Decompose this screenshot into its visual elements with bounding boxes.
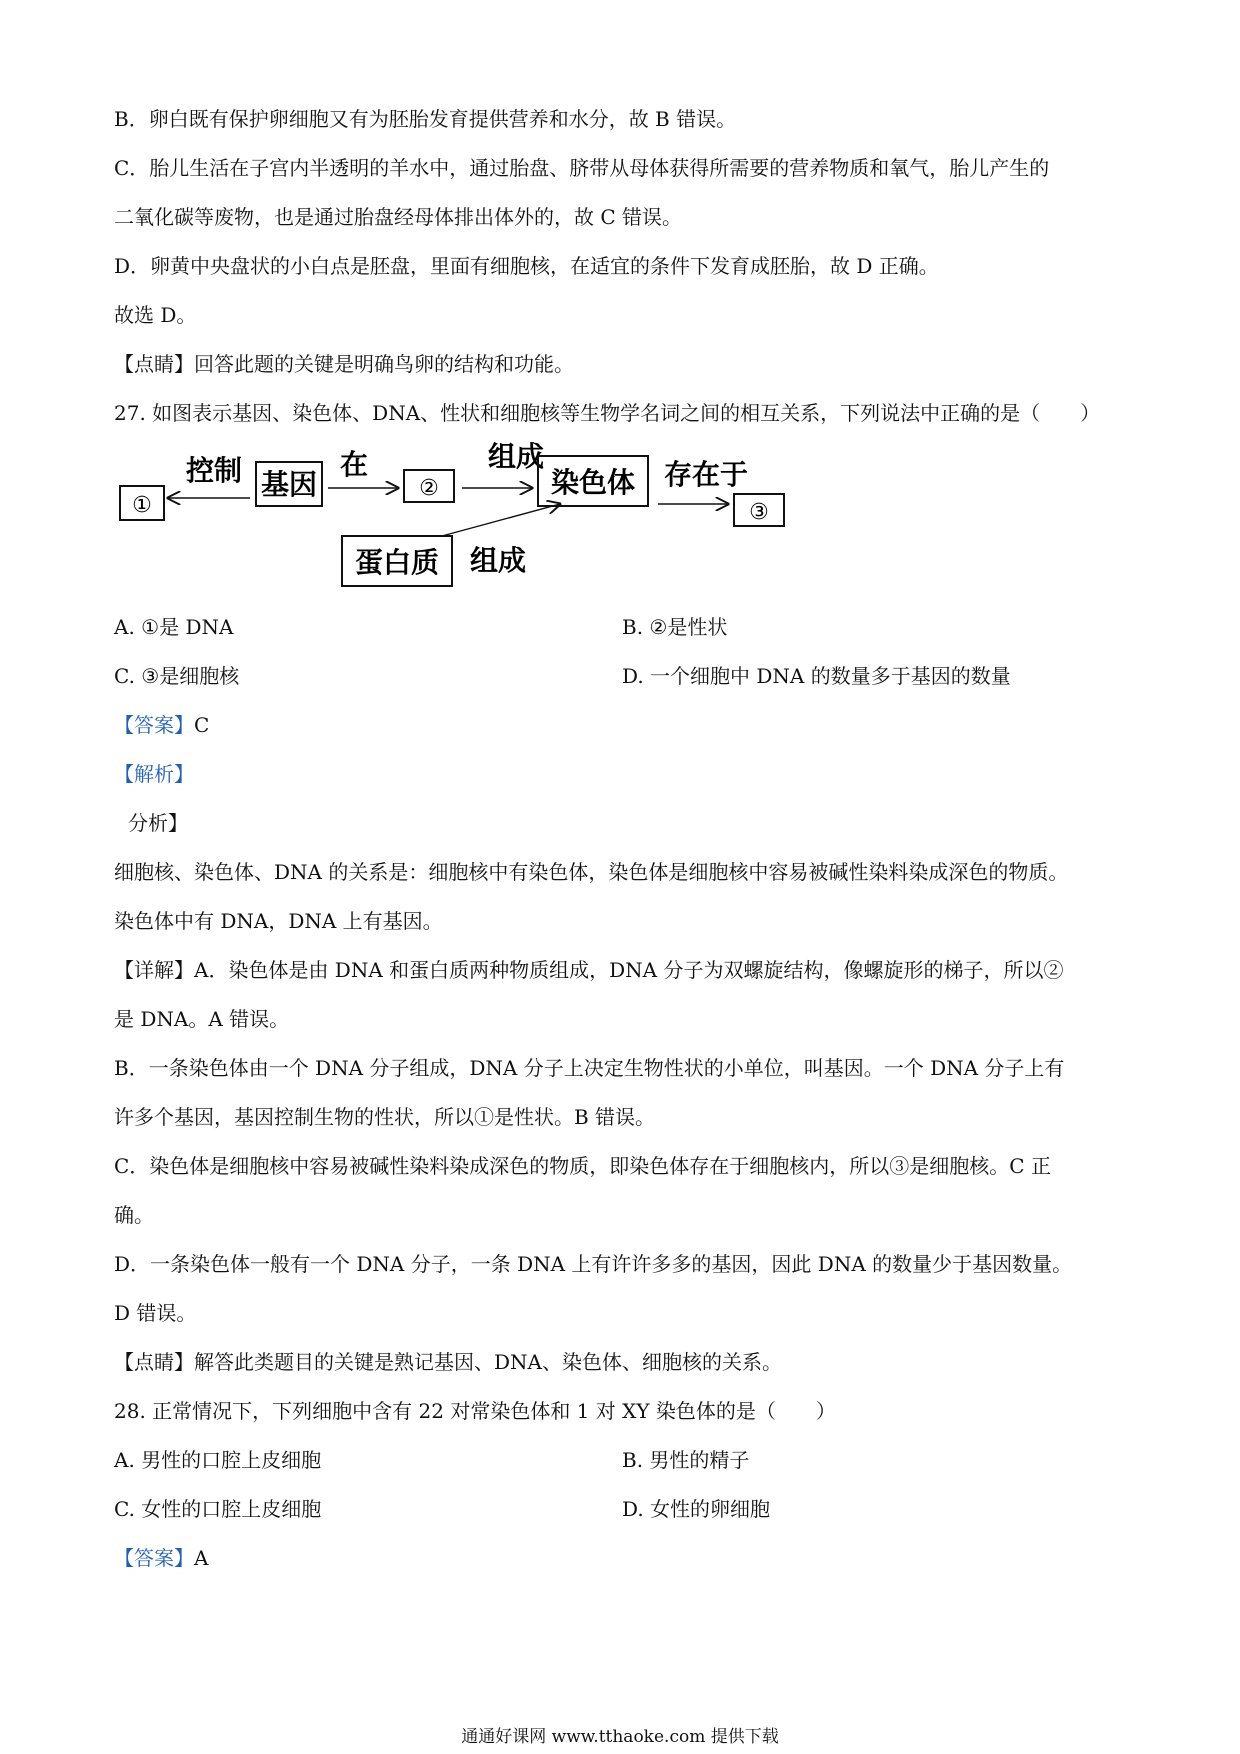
q27-option-c: C. ③是细胞核 [114, 664, 240, 688]
footer-watermark: 通通好课网 www.tthaoke.com 提供下载 [461, 1727, 779, 1747]
box-1-label: ① [132, 493, 152, 518]
detail-line: D．一条染色体一般有一个 DNA 分子，一条 DNA 上有许许多多的基因，因此 DNA 的数量少于基因数量。 [114, 1252, 1073, 1276]
q28-answer-line [114, 1545, 208, 1571]
detail-text: A．染色体是由 DNA 和蛋白质两种物质组成，DNA 分子为双螺旋结构，像螺旋形的梯子，所以② [194, 958, 1064, 982]
answer-tag: 【答案】 [114, 1546, 194, 1570]
dianjing-text: 回答此题的关键是明确鸟卵的结构和功能。 [194, 352, 574, 376]
q27-answer-line [114, 712, 209, 738]
detail-line [114, 957, 1063, 983]
detail-line: 许多个基因，基因控制生物的性状，所以①是性状。B 错误。 [114, 1105, 656, 1129]
analysis-line: 染色体中有 DNA，DNA 上有基因。 [114, 909, 443, 933]
question-27-stem: 27. 如图表示基因、染色体、DNA、性状和细胞核等生物学名词之间的相互关系，下列说法中正确的是（ ） [114, 401, 1101, 425]
chromosome-label: 染色体 [550, 466, 636, 499]
box-2-label: ② [419, 476, 439, 501]
detail-line: B．一条染色体由一个 DNA 分子组成，DNA 分子上决定生物性状的小单位，叫基因。一个 DNA 分子上有 [114, 1056, 1065, 1080]
q28-option-d: D. 女性的卵细胞 [622, 1497, 771, 1521]
dianjing-tag: 【点睛】 [114, 352, 194, 376]
q28-option-b: B. 男性的精子 [622, 1448, 750, 1472]
fenxi-label: 分析】 [128, 811, 188, 835]
explanation-line: 二氧化碳等废物，也是通过胎盘经母体排出体外的，故 C 错误。 [114, 205, 683, 229]
box-3-label: ③ [749, 500, 769, 525]
gene-label: 基因 [260, 468, 318, 501]
q28-option-c: C. 女性的口腔上皮细胞 [114, 1497, 322, 1521]
label-on: 在 [339, 448, 369, 481]
explanation-line: C．胎儿生活在子宫内半透明的羊水中，通过胎盘、脐带从母体获得所需要的营养物质和氧气，胎儿产生的 [114, 156, 1050, 180]
answer-tag: 【答案】 [114, 713, 194, 737]
dianjing-line [114, 1349, 782, 1375]
jiexi-tag: 【解析】 [114, 762, 194, 786]
detail-line: 是 DNA。A 错误。 [114, 1007, 290, 1031]
dianjing-tag: 【点睛】 [114, 1350, 194, 1374]
q27-option-a: A. ①是 DNA [114, 615, 234, 639]
answer-value: A [194, 1546, 209, 1570]
q27-option-b: B. ②是性状 [622, 615, 728, 639]
answer-value: C [194, 713, 210, 737]
gene-relationship-diagram [110, 442, 870, 602]
detail-line: 确。 [114, 1203, 154, 1227]
protein-label: 蛋白质 [354, 546, 440, 579]
detail-tag: 【详解】 [114, 958, 194, 982]
arrow-compose-2 [442, 504, 560, 536]
q27-option-d: D. 一个细胞中 DNA 的数量多于基因的数量 [622, 664, 1011, 688]
dianjing-line [114, 351, 574, 377]
explanation-line: B．卵白既有保护卵细胞又有为胚胎发育提供营养和水分，故 B 错误。 [114, 107, 737, 131]
label-compose-2: 组成 [469, 544, 527, 577]
dianjing-text: 解答此类题目的关键是熟记基因、DNA、染色体、细胞核的关系。 [194, 1350, 782, 1374]
label-control: 控制 [185, 454, 243, 487]
detail-line: C．染色体是细胞核中容易被碱性染料染成深色的物质，即染色体存在于细胞核内，所以③是细胞核。C 正 [114, 1154, 1051, 1178]
explanation-line: D．卵黄中央盘状的小白点是胚盘，里面有细胞核，在适宜的条件下发育成胚胎，故 D 正确。 [114, 254, 939, 278]
label-exist: 存在于 [663, 458, 749, 491]
choice-line: 故选 D。 [114, 303, 197, 327]
analysis-line: 细胞核、染色体、DNA 的关系是：细胞核中有染色体，染色体是细胞核中容易被碱性染料染成深色的物质。 [114, 860, 1069, 884]
question-28-stem: 28. 正常情况下，下列细胞中含有 22 对常染色体和 1 对 XY 染色体的是（ ） [114, 1399, 836, 1423]
label-compose-1: 组成 [487, 442, 545, 473]
q28-option-a: A. 男性的口腔上皮细胞 [114, 1448, 322, 1472]
detail-line: D 错误。 [114, 1301, 197, 1325]
